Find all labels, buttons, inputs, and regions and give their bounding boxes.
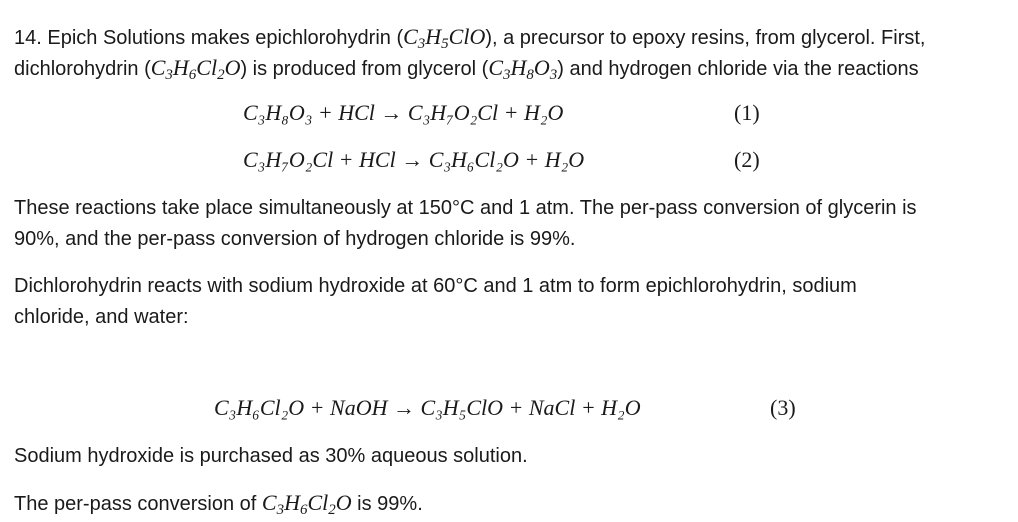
reaction-equation-3: C₃H₆Cl₂O + NaOH → C₃H₅ClO + NaCl + H₂O bbox=[214, 395, 641, 420]
line2-text-a: dichlorohydrin ( bbox=[14, 58, 151, 80]
reaction-equation-1: C₃H₈O₃ + HCl → C₃H₇O₂Cl + H₂O bbox=[243, 100, 564, 125]
equation-number-2: (2) bbox=[734, 147, 760, 172]
reaction-equation-2: C₃H₇O₂Cl + HCl → C₃H₆Cl₂O + H₂O bbox=[243, 147, 585, 172]
intro-text-a: Epich Solutions makes epichlorohydrin ( bbox=[47, 27, 404, 49]
intro-text-b: ), a precursor to epoxy resins, from glycerol. First, bbox=[485, 27, 926, 49]
equation-number-3: (3) bbox=[770, 395, 796, 420]
line2-text-c: ) and hydrogen chloride via the reactions bbox=[557, 58, 919, 80]
line2-text-b: ) is produced from glycerol ( bbox=[240, 58, 489, 80]
dichlorohydrin-formula-2: $C_3H_6Cl_2O$ bbox=[261, 490, 352, 519]
dichlorohydrin-formula: $C_3H_6Cl_2O$ bbox=[150, 55, 241, 84]
glycerol-formula: $C_3H_8O_3$ bbox=[488, 55, 558, 84]
problem-line-2 bbox=[14, 52, 919, 85]
problem-number: 14. bbox=[14, 27, 42, 49]
purchase-note: Sodium hydroxide is purchased as 30% aqueous solution. bbox=[14, 445, 528, 467]
conversion-line bbox=[14, 487, 423, 520]
equation-number-1: (1) bbox=[734, 100, 760, 125]
naoh-line-2: chloride, and water: bbox=[14, 306, 189, 328]
epichlorohydrin-formula: $C_3H_5ClO$ bbox=[403, 24, 486, 53]
conditions-line-1: These reactions take place simultaneously at 150°C and 1 atm. The per-pass conversion of glycerin is bbox=[14, 197, 917, 219]
naoh-line-1: Dichlorohydrin reacts with sodium hydroxide at 60°C and 1 atm to form epichlorohydrin, sodium bbox=[14, 275, 857, 297]
conditions-line-2: 90%, and the per-pass conversion of hydrogen chloride is 99%. bbox=[14, 228, 576, 250]
problem-line-1 bbox=[14, 21, 925, 54]
conversion-text-b: is 99%. bbox=[351, 493, 423, 515]
conversion-text-a: The per-pass conversion of bbox=[14, 493, 262, 515]
